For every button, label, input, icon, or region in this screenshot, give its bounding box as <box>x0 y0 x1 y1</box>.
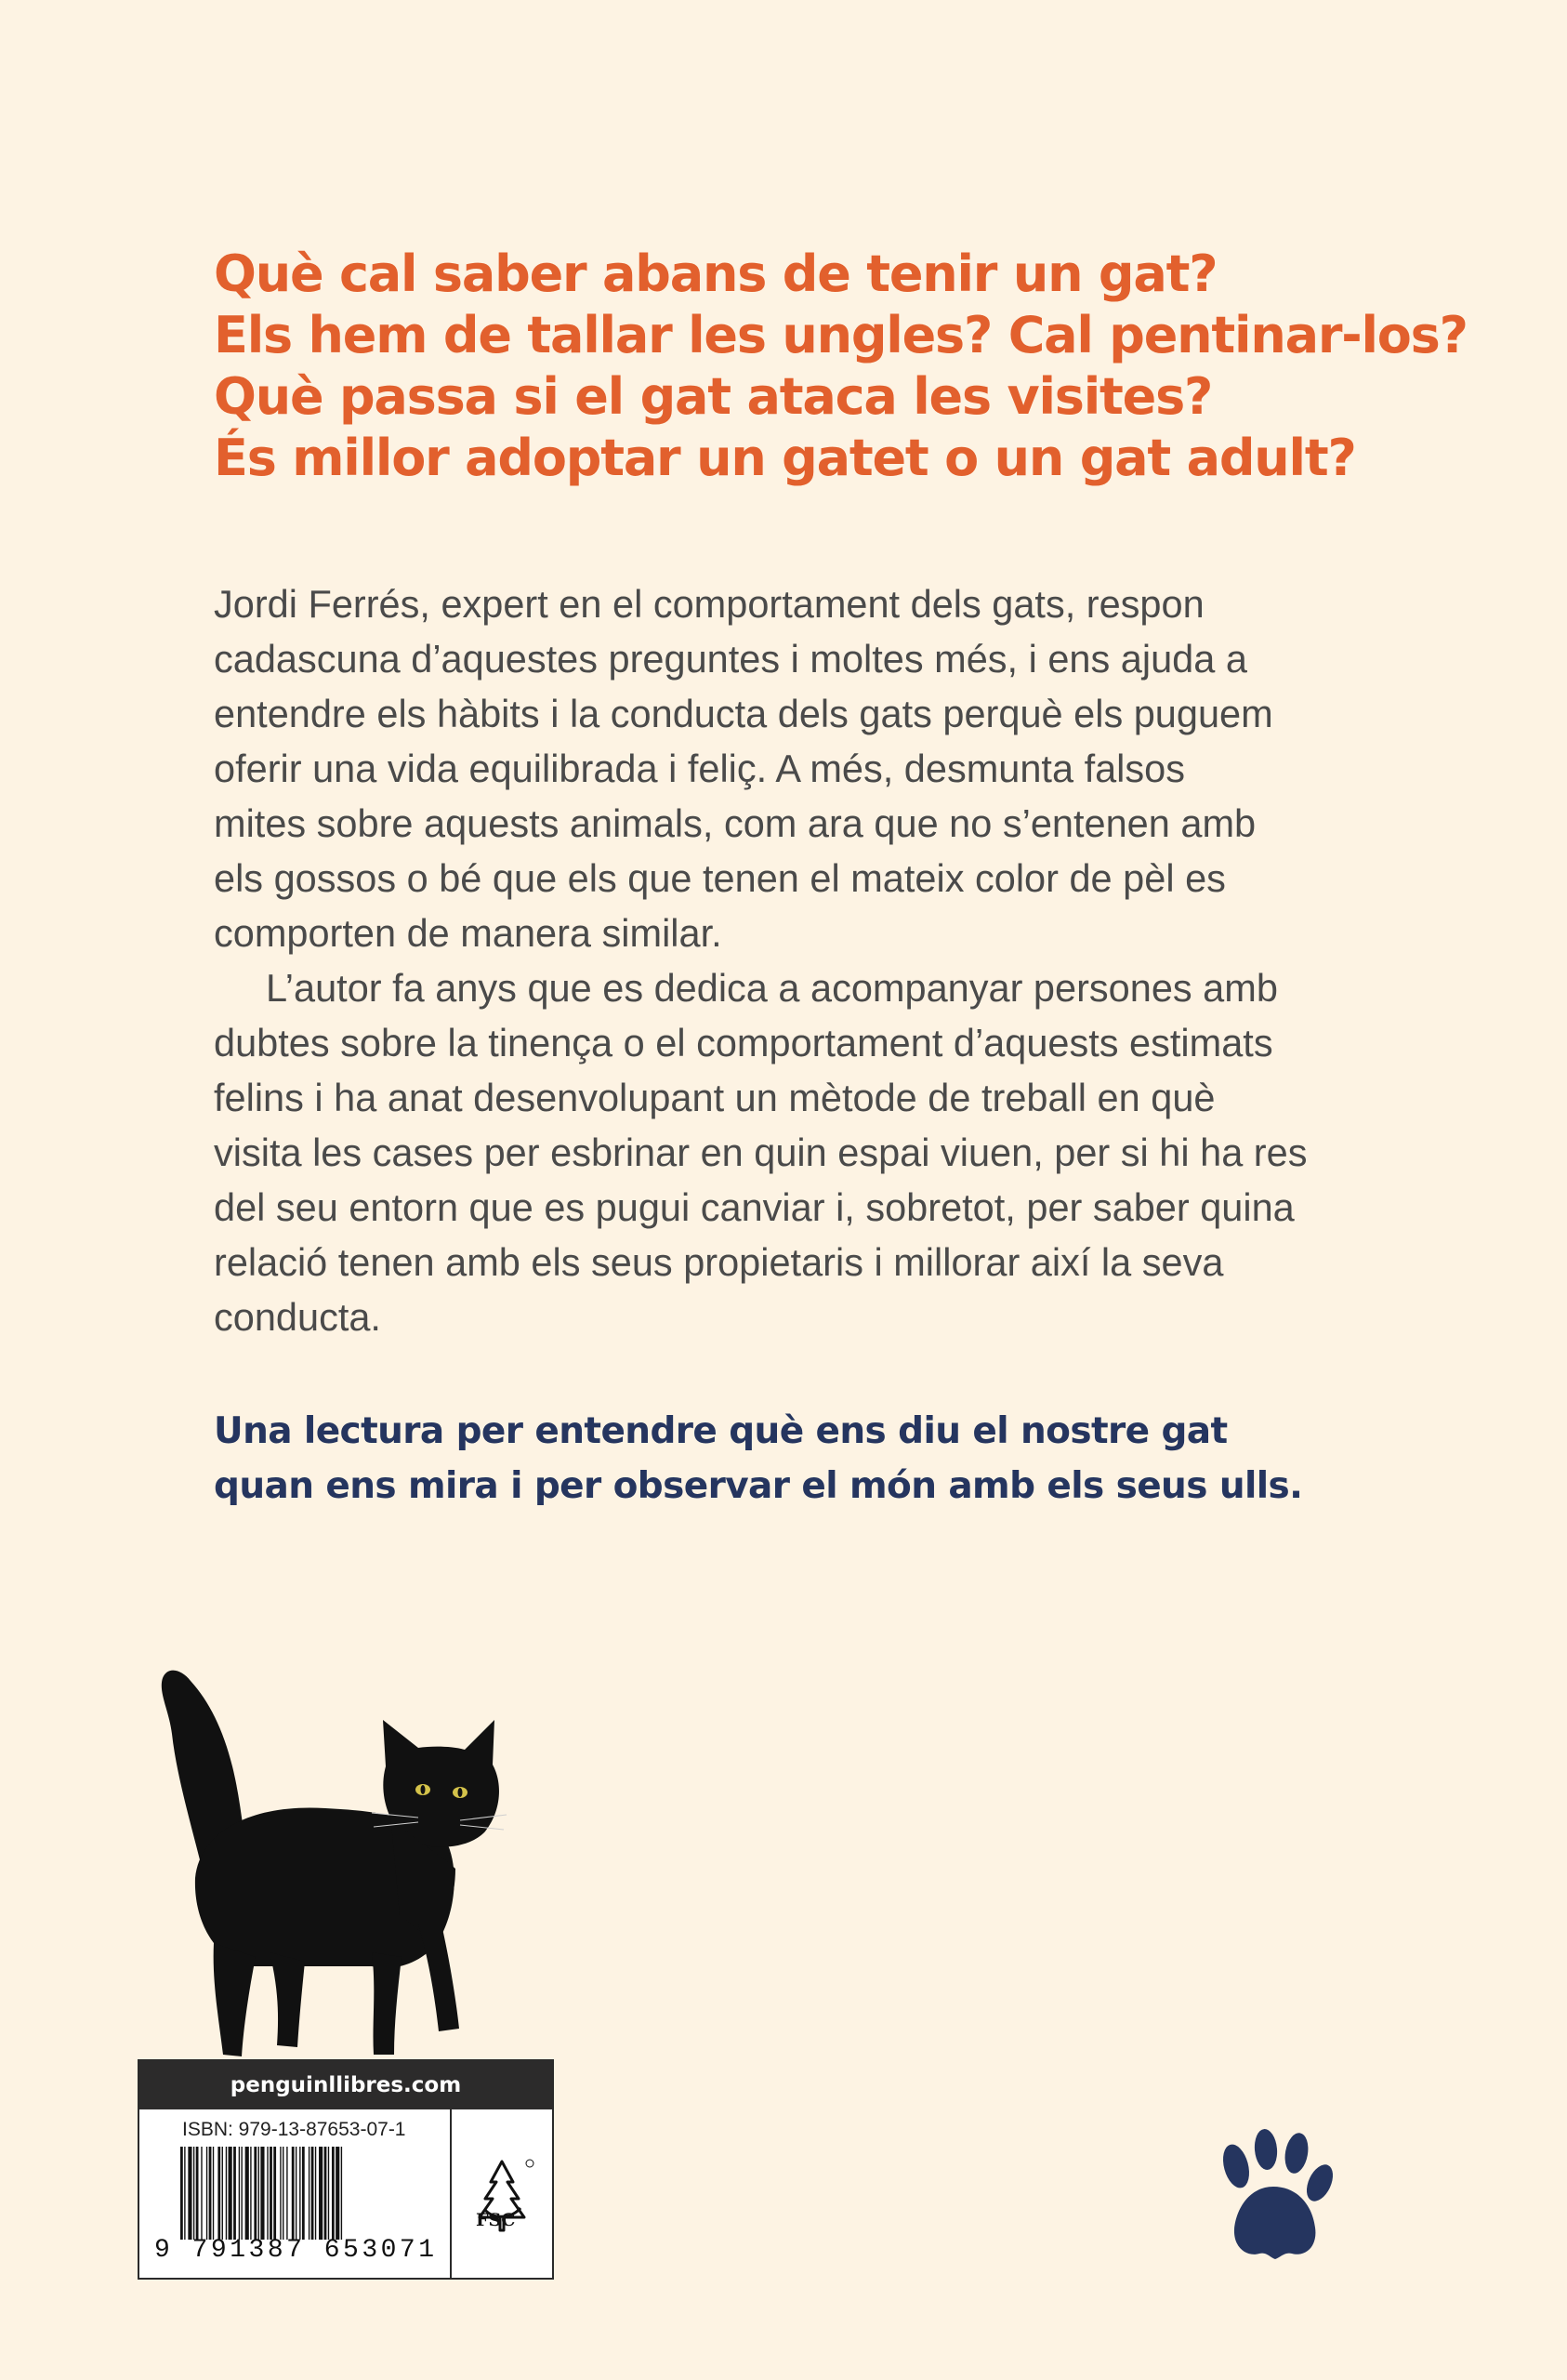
black-cat-image <box>139 1646 539 2073</box>
blurb-line: L’autor fa anys que es dedica a acompanyar persones amb <box>266 966 1278 1010</box>
blurb-line: comporten de manera similar. <box>214 911 722 955</box>
paw-print-icon <box>1208 2129 1338 2268</box>
barcode-digits: 9 791387 653071 <box>154 2236 438 2265</box>
barcode-panel <box>138 2059 554 2280</box>
blurb-line: mites sobre aquests animals, com ara que no s’entenen amb <box>214 801 1257 845</box>
blurb-line: cadascuna d’aquestes preguntes i moltes més, i ens ajuda a <box>214 637 1247 681</box>
blurb-line: Jordi Ferrés, expert en el comportament dels gats, respon <box>214 582 1205 626</box>
closing-line: quan ens mira i per observar el món amb els seus ulls. <box>214 1465 1303 1507</box>
blurb-line: felins i ha anat desenvolupant un mètode de treball en què <box>214 1076 1216 1119</box>
question-line: Els hem de tallar les ungles? Cal pentinar-los? <box>214 306 1468 364</box>
blurb-line: entendre els hàbits i la conducta dels gats perquè els puguem <box>214 692 1273 735</box>
panel-divider <box>450 2109 452 2280</box>
question-line: És millor adoptar un gatet o un gat adult? <box>214 429 1356 487</box>
closing-tagline <box>214 1404 1422 1514</box>
blurb-line: visita les cases per esbrinar en quin espai viuen, per si hi ha res <box>214 1130 1308 1174</box>
question-headlines <box>214 244 1534 489</box>
question-line: Què passa si el gat ataca les visites? <box>214 367 1213 426</box>
isbn-label: ISBN: 979-13-87653-07-1 <box>182 2119 406 2140</box>
closing-line: Una lectura per entendre què ens diu el nostre gat <box>214 1410 1228 1452</box>
blurb-line: del seu entorn que es pugui canviar i, sobretot, per saber quina <box>214 1185 1295 1229</box>
publisher-website[interactable]: penguinllibres.com <box>139 2061 552 2109</box>
blurb-line: dubtes sobre la tinença o el comportament d’aquests estimats <box>214 1021 1273 1064</box>
blurb-line: oferir una vida equilibrada i feliç. A més, desmunta falsos <box>214 747 1185 790</box>
blurb-text <box>214 576 1357 1344</box>
question-line: Què cal saber abans de tenir un gat? <box>214 245 1218 303</box>
blurb-line: els gossos o bé que els que tenen el mateix color de pèl es <box>214 856 1226 900</box>
blurb-line: conducta. <box>214 1295 381 1339</box>
fsc-label: FSC <box>476 2210 516 2230</box>
blurb-line: relació tenen amb els seus propietaris i millorar així la seva <box>214 1240 1224 1284</box>
fsc-logo-icon <box>465 2154 539 2247</box>
